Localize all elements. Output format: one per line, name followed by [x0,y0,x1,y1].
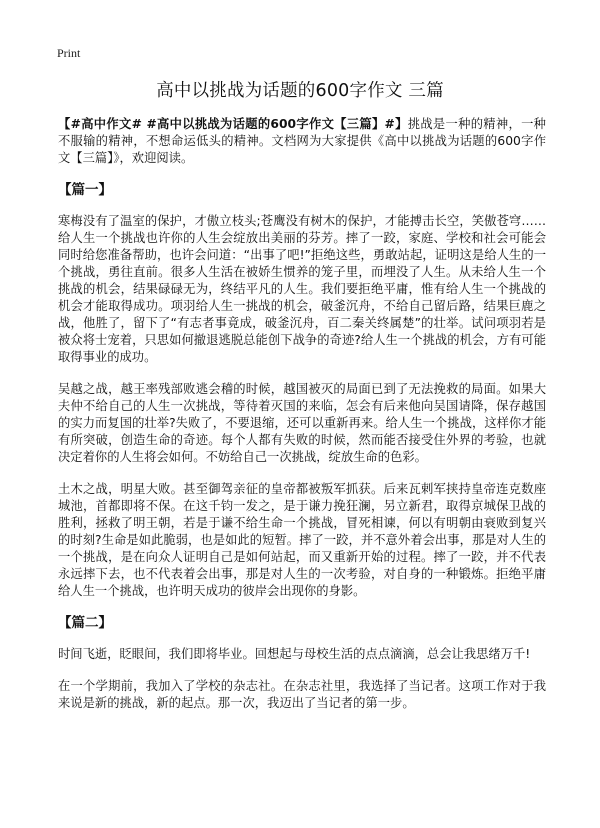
print-link[interactable]: Print [57,46,81,60]
article-title: 高中以挑战为话题的600字作文 三篇 [156,81,444,101]
paragraph: 土木之战，明星大败。甚至御驾亲征的皇帝都被叛军抓获。后来瓦剌军挟持皇帝连克数座城池，首都即将不保。在这千钧一发之，是于谦力挽狂澜，另立新君，取得京城保卫战的胜利，拯救了明王朝，若是于谦不给生命一个挑战，冒死相谏，何以有明朝由衰败到复兴的时刻?生命是如此脆弱，也是如此的短暂。摔了一跤，并不意外着会出事，那是对人生的一个挑战，是在向众人证明自己是如何站起，而又重新开始的过程。摔了一跤，并不代表永远摔下去，也不代表着会出事，那是对人生的一次考验，对自身的一种锻炼。拒绝平庸给人生一个挑战，也许明天成功的彼岸会出现你的身影。 [58,482,546,598]
paragraph: 在一个学期前，我加入了学校的杂志社。在杂志社里，我选择了当记者。这项工作对于我来说是新的挑战，新的起点。那一次，我迈出了当记者的第一步。 [58,679,546,710]
intro-tags: 【#高中作文# #高中以挑战为话题的600字作文【三篇】#】 [58,117,408,131]
paragraph: 吴越之战，越王率残部败逃会稽的时候，越国被灭的局面已到了无法挽救的局面。如果大夫仲不给自己的人生一次挑战，等待着灭国的来临，怎会有后来他向吴国请降，保存越国的实力而复国的壮举?失败了，不要退缩，还可以重新再来。给人生一个挑战，这样你才能有所突破，创造生命的奇迹。每个人都有失败的时候，然而能否接受住外界的考验，也就决定着你的人生将会如何。不妨给自己一次挑战，绽放生命的色彩。 [58,382,546,464]
paragraph: 寒梅没有了温室的保护，才傲立枝头;苍鹰没有树木的保护，才能搏击长空，笑傲苍穹……给人生一个挑战也许你的人生会绽放出美丽的芬芳。摔了一跤，家庭、学校和社会可能会同时给您准备帮助，也许会问道：“出事了吧!”拒绝这些，勇敢站起，证明这是给人生的一个挑战，勇往直前。很多人生活在被娇生惯养的笼子里，而埋没了人生。从未给人生一个挑战的机会，结果碌碌无为，终结平凡的人生。我们要拒绝平庸，惟有给人生一个挑战的机会才能取得成功。项羽给人生一挑战的机会，破釜沉舟，不给自己留后路，结果巨鹿之战，他胜了，留下了“有志者事竟成，破釜沉舟，百二秦关终属楚”的壮举。试问项羽若是被众将士宠着，只思如何撤退逃脱总能创下战争的奇迹?给人生一个挑战的机会，方有可能取得事业的成功。 [58,214,546,364]
article-body [58,116,546,727]
paragraph: 时间飞逝，眨眼间，我们即将毕业。回想起与母校生活的点点滴滴，总会让我思绪万千! [58,647,531,661]
intro-paragraph [58,116,546,167]
intro-text: 挑战是一种的精神，一种不服输的精神，不想命运低头的精神。文档网为大家提供《高中以挑战为话题的600字作文【三篇】》，欢迎阅读。 [58,117,546,165]
section-heading-2: 【篇二】 [58,615,112,631]
section-heading-1: 【篇一】 [58,182,112,198]
